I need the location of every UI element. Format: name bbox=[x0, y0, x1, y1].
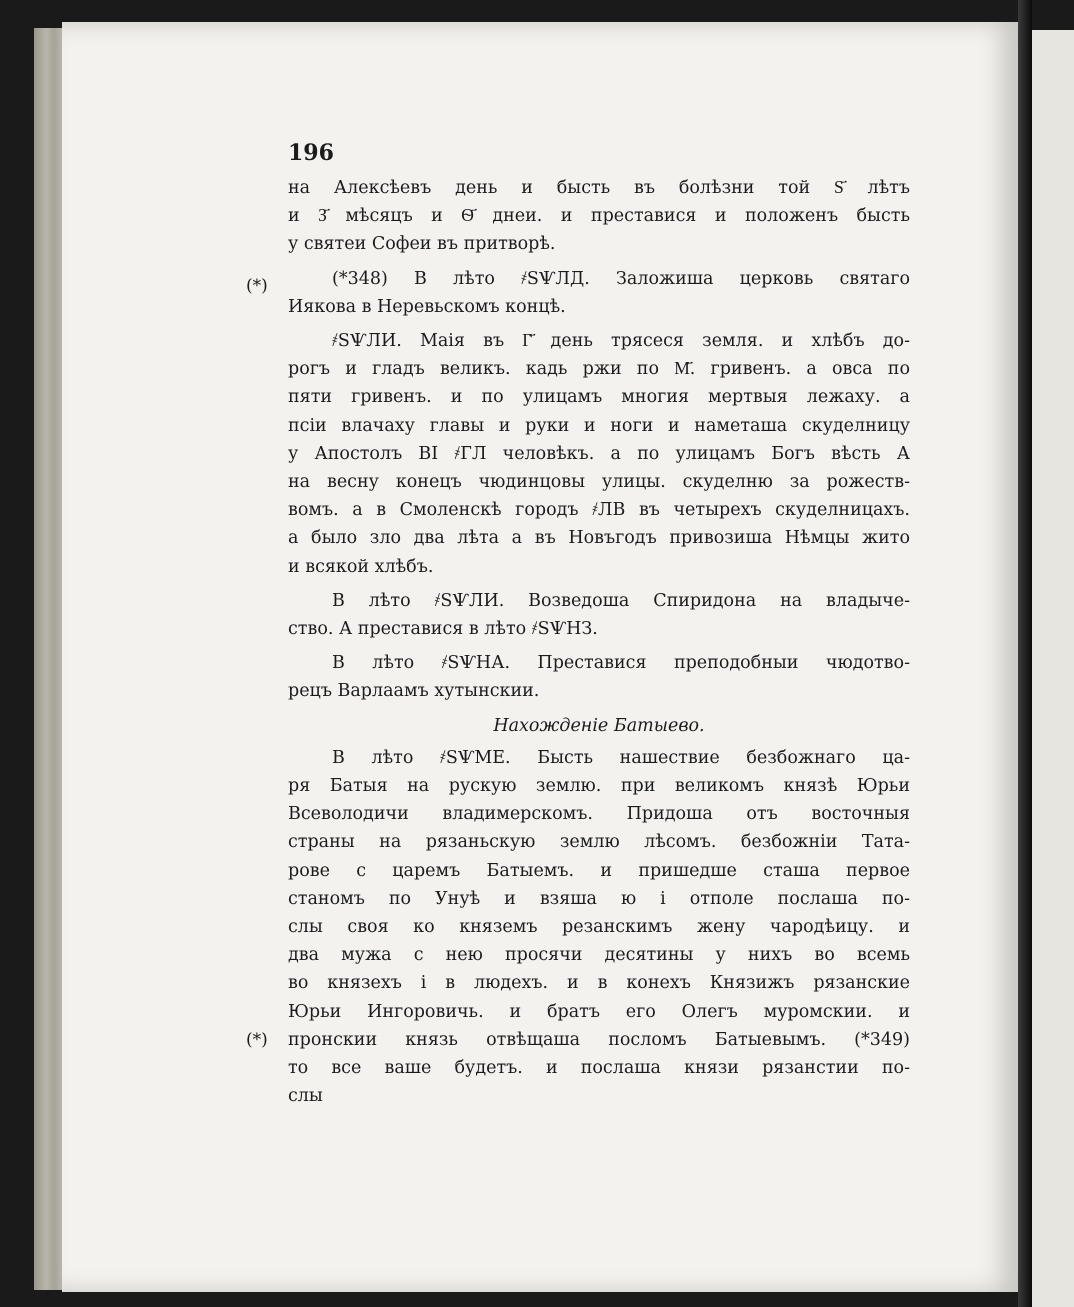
text-line: В лѣто ҂ЅѰЛИ. Возведоша Спиридона на владыче- bbox=[332, 590, 910, 611]
line-text: ство. А преставися в лѣто ҂ЅѰНЗ. bbox=[288, 619, 598, 640]
text-line: Всеволодичи владимерскомъ. Придоша отъ восточныя bbox=[288, 804, 910, 825]
paragraph bbox=[288, 587, 910, 643]
margin-note: (*) bbox=[246, 276, 268, 296]
text-line: Юрьи Ингоровичь. и братъ его Олегъ муромскии. и bbox=[288, 1001, 910, 1022]
final-paragraph bbox=[288, 744, 910, 1111]
text-line: и З҃ мѣсяцъ и Ѳ҃ днеи. и преставися и положенъ бысть bbox=[288, 206, 910, 227]
text-line: слы своя ко княземъ резанскимъ жену чародѣицу. и bbox=[288, 917, 910, 938]
text-line bbox=[288, 677, 910, 705]
line-text: у святеи Софеи въ притворѣ. bbox=[288, 234, 556, 255]
text-line bbox=[288, 293, 910, 321]
text-line: псіи влачаху главы и руки и ноги и наметаша скуделницу bbox=[288, 415, 910, 436]
text-line: станомъ по Унуѣ и взяша ю і отполе послаша по- bbox=[288, 888, 910, 909]
page-text bbox=[288, 138, 910, 1117]
text-line: а было зло два лѣта а въ Новъгодъ привозиша Нѣмцы жито bbox=[288, 528, 910, 549]
text-line: у Апостолъ ВІ ҂ГЛ человѣкъ. а по улицамъ Богъ вѣсть А bbox=[288, 443, 910, 464]
line-text: Иякова в Неревьскомъ концѣ. bbox=[288, 296, 566, 317]
text-line: В лѣто ҂ЅѰНА. Преставися преподобныи чюдотво- bbox=[332, 653, 910, 674]
section-heading: Нахожденіе Батыево. bbox=[493, 715, 705, 736]
text-line: вомъ. а в Смоленскѣ городъ ҂ЛВ въ четырехъ скуделницахъ. bbox=[288, 500, 910, 521]
text-line: страны на рязаньскую землю лѣсомъ. безбожніи Тата- bbox=[288, 832, 910, 853]
text-line: пяти гривенъ. и по улицамъ многия мертвыя лежаху. а bbox=[288, 387, 910, 408]
page-number: 196 bbox=[288, 140, 334, 166]
paragraphs bbox=[288, 174, 910, 706]
text-line: на Алексѣевъ день и бысть въ болѣзни той Ѕ҃ лѣтъ bbox=[288, 178, 910, 198]
text-line: ря Батыя на рускую землю. при великомъ князѣ Юрьи bbox=[288, 776, 910, 797]
line-text: рецъ Варлаамъ хутынскии. bbox=[288, 681, 540, 702]
text-line bbox=[288, 615, 910, 643]
text-line: рове с царемъ Батыемъ. и пришедше сташа первое bbox=[288, 860, 910, 881]
line-text: и всякой хлѣбъ. bbox=[288, 556, 434, 577]
text-line: пронскии князь отвѣщаша посломъ Батыевымъ. (*349) bbox=[288, 1029, 910, 1050]
text-line: то все ваше будетъ. и послаша князи рязанстии по- bbox=[288, 1058, 910, 1079]
text-line bbox=[288, 553, 910, 581]
paragraph bbox=[288, 265, 910, 321]
text-line: два мужа с нею просячи десятины у нихъ во всемь bbox=[288, 945, 910, 966]
facing-page-edge bbox=[1032, 30, 1074, 1307]
text-line bbox=[288, 1082, 910, 1110]
paragraph bbox=[288, 174, 910, 259]
text-line: на весну конецъ чюдинцовы улицы. скуделню за рожеств- bbox=[288, 472, 910, 493]
text-line: (*348) В лѣто ҂ЅѰЛД. Заложиша церковь святаго bbox=[332, 268, 910, 289]
text-line: во князехъ і в людехъ. и в конехъ Князижъ рязанские bbox=[288, 973, 910, 994]
text-line: ҂ЅѰЛИ. Маія въ Г҃ день трясеся земля. и хлѣбъ до- bbox=[332, 331, 910, 352]
book-gutter bbox=[1018, 0, 1032, 1307]
text-line bbox=[288, 230, 910, 258]
text-line: рогъ и гладъ великъ. кадь ржи по М҃. гривенъ. а овса по bbox=[288, 359, 910, 380]
paragraph bbox=[288, 327, 910, 581]
paragraph bbox=[288, 649, 910, 705]
margin-note: (*) bbox=[246, 1030, 268, 1050]
text-line: В лѣто ҂ЅѰМЕ. Бысть нашествие безбожнаго ца- bbox=[332, 747, 910, 768]
line-text: слы bbox=[288, 1086, 323, 1107]
